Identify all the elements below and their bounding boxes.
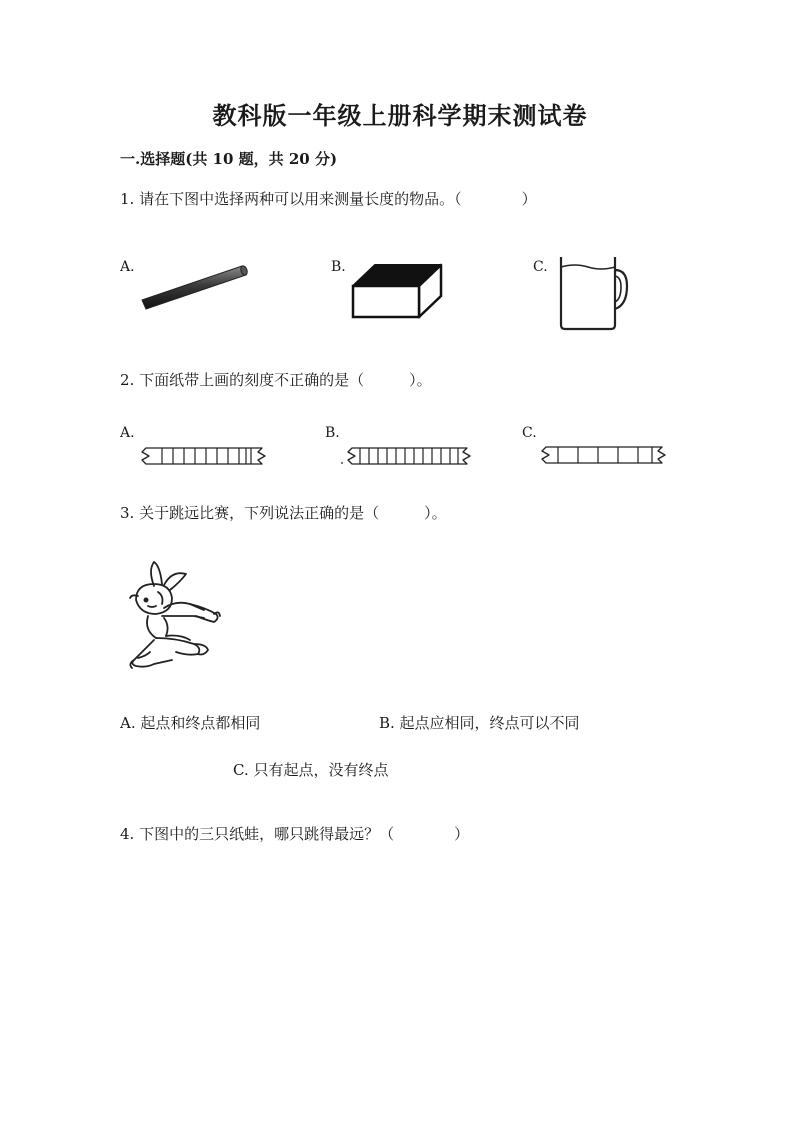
q3-option-b: B. 起点应相同，终点可以不同 xyxy=(379,714,580,732)
stick-icon xyxy=(138,262,250,312)
paper-strip-icon xyxy=(540,444,670,466)
q1-option-c-letter: C. xyxy=(533,259,548,275)
q3-option-a: A. 起点和终点都相同 xyxy=(120,714,261,732)
cup-icon xyxy=(555,253,635,333)
question-1-text: 1. 请在下图中选择两种可以用来测量长度的物品。（ ） xyxy=(120,190,537,208)
paper-strip-icon xyxy=(140,445,270,467)
section-heading: 一.选择题(共 10 题，共 20 分) xyxy=(120,150,338,168)
q2-option-a-letter: A. xyxy=(120,425,135,441)
question-4-text: 4. 下图中的三只纸蛙，哪只跳得最远？（ ） xyxy=(120,825,470,843)
question-3-text: 3. 关于跳远比赛，下列说法正确的是（ ）。 xyxy=(120,504,447,522)
q3-option-c: C. 只有起点，没有终点 xyxy=(233,761,389,779)
q2-option-b-letter: B. xyxy=(325,425,340,441)
block-icon xyxy=(350,262,445,320)
q1-option-a-letter: A. xyxy=(120,259,135,275)
question-2-text: 2. 下面纸带上画的刻度不正确的是（ ）。 xyxy=(120,371,432,389)
q2-option-c-letter: C. xyxy=(522,425,537,441)
q1-option-b-letter: B. xyxy=(331,259,346,275)
paper-strip-icon xyxy=(340,445,475,467)
page-title: 教科版一年级上册科学期末测试卷 xyxy=(212,101,588,130)
long-jump-rabbit-icon xyxy=(124,560,224,682)
